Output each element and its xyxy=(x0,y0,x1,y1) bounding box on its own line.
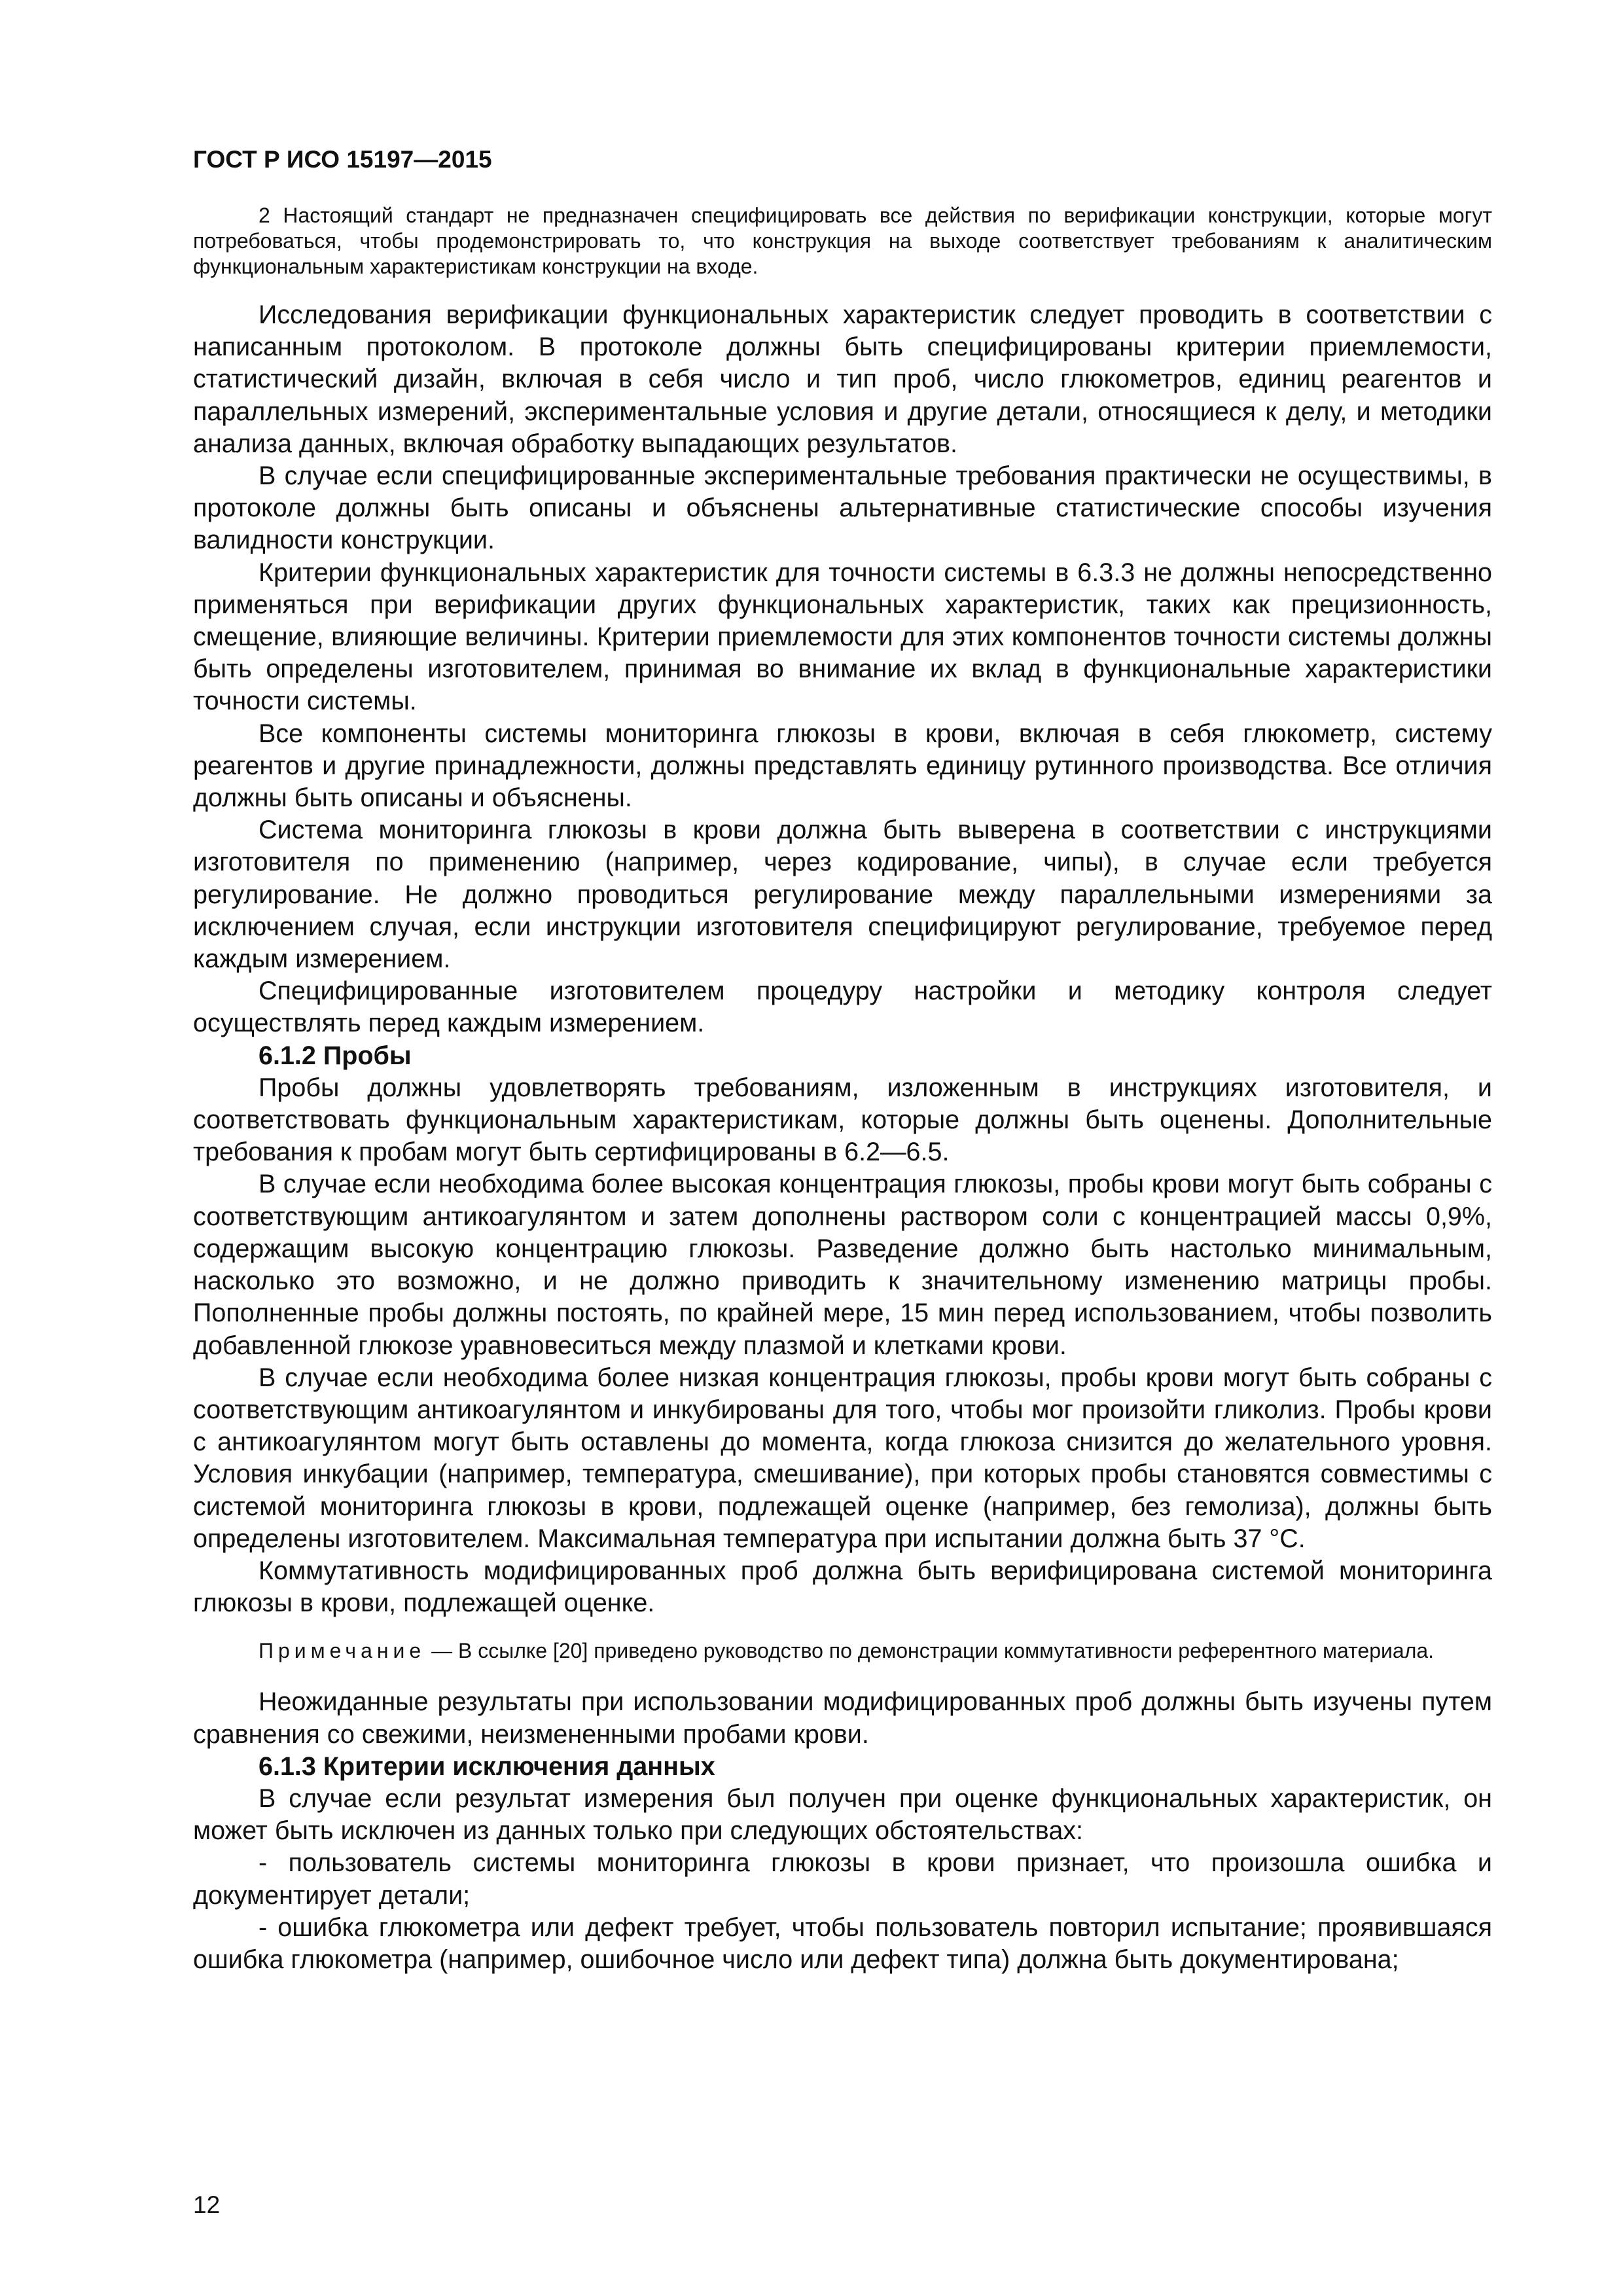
paragraph: В случае если необходима более высокая концентрация глюкозы, пробы крови могут быть собраны с соответствующим антикоагулянтом и затем дополнены раствором соли с концентрацией массы 0,9%, содержащим высокую концентрацию глюкозы. Разведение должно быть настолько минимальным, насколько это возможно, и не должно приводить к значительному изменению матрицы пробы. Пополненные пробы должны постоять, по крайней мере, 15 мин перед использованием, чтобы позволить добавленной глюкозе уравновеситься между плазмой и клетками крови. xyxy=(193,1170,1492,1360)
paragraph: Специфицированные изготовителем процедуру настройки и методику контроля следует осуществлять перед каждым измерением. xyxy=(193,977,1492,1038)
paragraph: В случае если специфицированные экспериментальные требования практически не осуществимы, в протоколе должны быть описаны и объяснены альтернативные статистические способы изучения валидности конструкции. xyxy=(193,461,1492,555)
section-heading-6-1-2: 6.1.2 Пробы xyxy=(259,1041,412,1070)
paragraph: В случае если результат измерения был получен при оценке функциональных характеристик, он может быть исключен из данных только при следующих обстоятельствах: xyxy=(193,1784,1492,1846)
paragraph: Система мониторинга глюкозы в крови должна быть выверена в соответствии с инструкциями изготовителя по применению (например, через кодирование, чипы), в случае если требуется регулирование. Не должно проводиться регулирование между параллельными измерениями за исключением случая, если инструкции изготовителя специфицируют регулирование, требуемое перед каждым измерением. xyxy=(193,816,1492,974)
note-label: Примечание xyxy=(259,1639,426,1663)
paragraph: Коммутативность модифицированных проб должна быть верифицирована системой мониторинга глюкозы в крови, подлежащей оценке. xyxy=(193,1556,1492,1618)
note-top: 2 Настоящий стандарт не предназначен специфицировать все действия по верификации конструкции, которые могут потребоваться, чтобы продемонстрировать то, что конструкция на выходе соответствует требованиям к аналитическим функциональным характеристикам конструкции на входе. xyxy=(193,204,1492,278)
document-page xyxy=(193,144,1492,1976)
note-inline xyxy=(193,1638,1492,1664)
list-item: - ошибка глюкометра или дефект требует, чтобы пользователь повторил испытание; проявившаяся ошибка глюкометра (например, ошибочное число или дефект типа) должна быть документирована; xyxy=(193,1912,1492,1974)
paragraph: Пробы должны удовлетворять требованиям, изложенным в инструкциях изготовителя, и соответствовать функциональным характеристикам, которые должны быть оценены. Дополнительные требования к пробам могут быть сертифицированы в 6.2—6.5. xyxy=(193,1073,1492,1167)
page-number: 12 xyxy=(193,2191,221,2218)
paragraph: Все компоненты системы мониторинга глюкозы в крови, включая в себя глюкометр, систему реагентов и другие принадлежности, должны представлять единицу рутинного производства. Все отличия должны быть описаны и объяснены. xyxy=(193,719,1492,813)
paragraph: В случае если необходима более низкая концентрация глюкозы, пробы крови могут быть собраны с соответствующим антикоагулянтом и инкубированы для того, чтобы мог произойти гликолиз. Пробы крови с антикоагулянтом могут быть оставлены до момента, когда глюкоза снизится до желательного уровня. Условия инкубации (например, температура, смешивание), при которых пробы становятся совместимы с системой мониторинга глюкозы в крови, подлежащей оценке (например, без гемолиза), должны быть определены изготовителем. Максимальная температура при испытании должна быть 37 °С. xyxy=(193,1363,1492,1553)
section-heading-6-1-3: 6.1.3 Критерии исключения данных xyxy=(259,1751,715,1781)
paragraph: Исследования верификации функциональных характеристик следует проводить в соответствии с написанным протоколом. В протоколе должны быть специфицированы критерии приемлемости, статистический дизайн, включая в себя число и тип проб, число глюкометров, единиц реагентов и параллельных измерений, экспериментальные условия и другие детали, относящиеся к делу, и методики анализа данных, включая обработку выпадающих результатов. xyxy=(193,300,1492,458)
paragraph: Неожиданные результаты при использовании модифицированных проб должны быть изучены путем сравнения со свежими, неизмененными пробами крови. xyxy=(193,1687,1492,1749)
note-text: — В ссылке [20] приведено руководство по демонстрации коммутативности референтного материала. xyxy=(425,1639,1435,1663)
document-header: ГОСТ Р ИСО 15197—2015 xyxy=(193,146,492,173)
paragraph: Критерии функциональных характеристик для точности системы в 6.3.3 не должны непосредственно применяться при верификации других функциональных характеристик, таких как прецизионность, смещение, влияющие величины. Критерии приемлемости для этих компонентов точности системы должны быть определены изготовителем, принимая во внимание их вклад в функциональные характеристики точности системы. xyxy=(193,558,1492,716)
list-item: - пользователь системы мониторинга глюкозы в крови признает, что произошла ошибка и документирует детали; xyxy=(193,1848,1492,1910)
